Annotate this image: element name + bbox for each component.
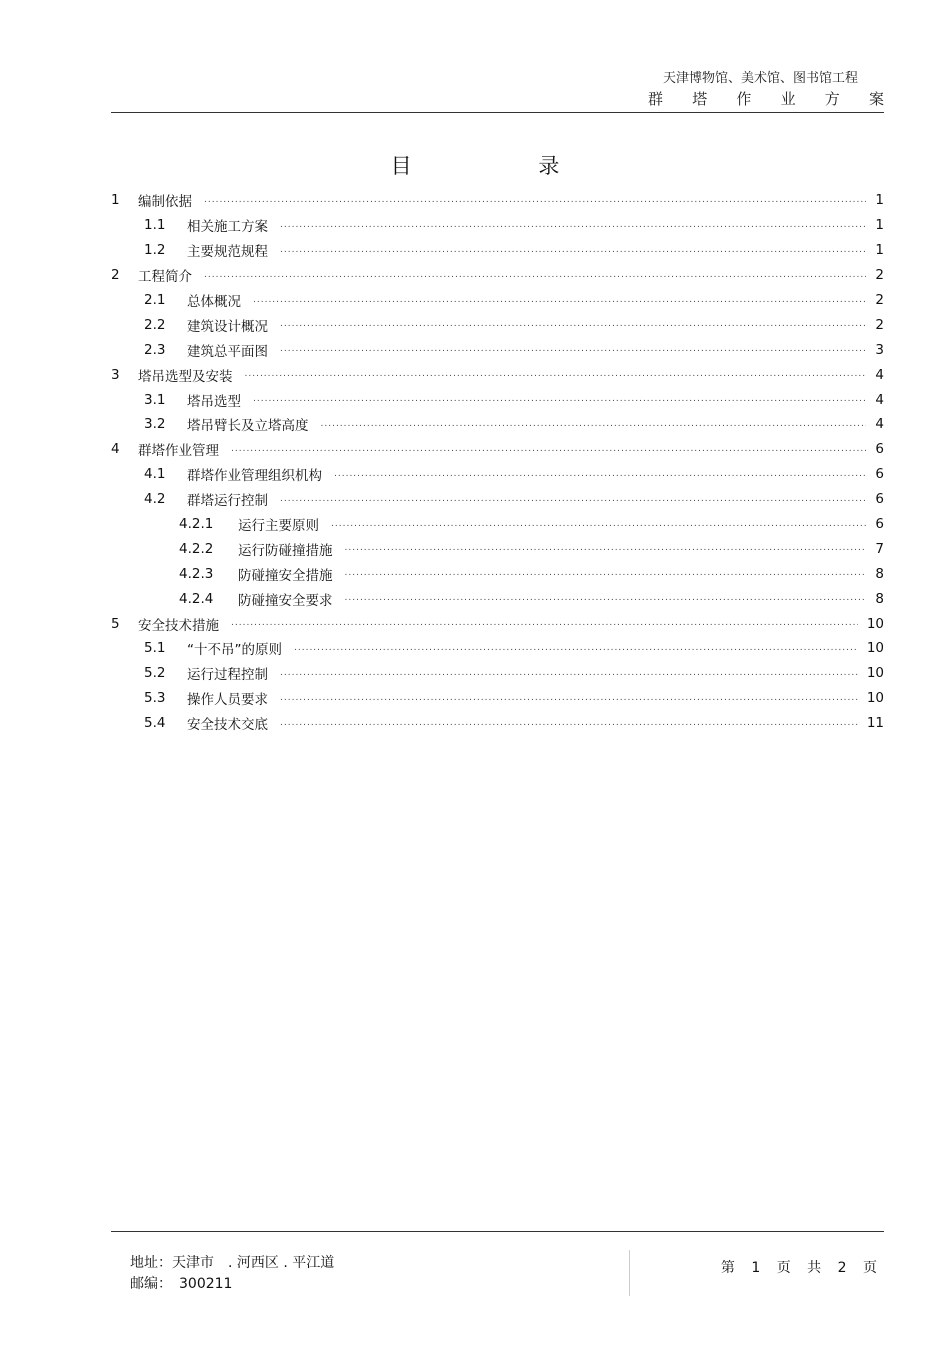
toc-entry[interactable]: [111, 561, 884, 586]
toc-entry-page: 11: [866, 715, 884, 732]
toc-entry-page: 10: [866, 640, 884, 657]
toc-entry[interactable]: [111, 312, 884, 337]
footer-vertical-divider: [629, 1250, 630, 1296]
toc-leader-dots: [294, 644, 858, 653]
toc-entry-page: 1: [875, 192, 884, 209]
toc-entry-label: 防碰撞安全要求: [238, 592, 333, 609]
toc-entry-page: 2: [875, 316, 884, 333]
toc-entry-page: 6: [875, 441, 884, 458]
toc-entry-page: 6: [875, 516, 884, 533]
toc-entry[interactable]: [111, 337, 884, 362]
toc-entry-label: 建筑总平面图: [187, 343, 268, 360]
toc-entry-page: 8: [875, 590, 884, 607]
toc-entry[interactable]: [111, 536, 884, 561]
toc-entry[interactable]: [111, 636, 884, 661]
toc-entry-page: 10: [866, 615, 884, 632]
toc-leader-dots: [345, 544, 867, 553]
toc-entry-label: 运行防碰撞措施: [238, 542, 333, 559]
toc-entry-number: 4.2: [144, 491, 166, 508]
toc-entry-label: 安全技术措施: [138, 617, 219, 634]
toc-entry-number: 1.2: [144, 242, 166, 259]
toc-entry-label: 群塔运行控制: [187, 493, 268, 510]
toc-leader-dots: [345, 569, 867, 578]
footer-postcode: 邮编： 300211: [130, 1276, 233, 1292]
header-title-char: 塔: [692, 90, 708, 108]
toc-entry-number: 5.4: [144, 715, 166, 732]
footer-divider: [111, 1231, 884, 1232]
table-of-contents: [111, 188, 884, 736]
toc-entry-label: 总体概况: [187, 294, 241, 310]
toc-entry-label: 安全技术交底: [187, 717, 268, 734]
toc-leader-dots: [280, 719, 858, 728]
toc-entry-number: 4.2.2: [179, 540, 214, 557]
toc-leader-dots: [204, 271, 866, 280]
toc-entry-number: 2.3: [144, 341, 166, 358]
toc-entry-page: 6: [875, 491, 884, 508]
toc-entry-label: 相关施工方案: [187, 219, 268, 236]
toc-leader-dots: [253, 395, 866, 404]
toc-entry[interactable]: [111, 188, 884, 213]
toc-entry-label: 工程简介: [138, 269, 192, 286]
toc-entry-label: 塔吊臂长及立塔高度: [187, 418, 309, 435]
toc-leader-dots: [334, 470, 866, 479]
header-title-char: 群: [648, 90, 664, 108]
toc-entry-label: 建筑设计概况: [187, 318, 268, 335]
toc-leader-dots: [280, 694, 858, 703]
toc-entry-number: 1.1: [144, 217, 166, 234]
toc-entry-label: 塔吊选型: [187, 393, 241, 410]
toc-leader-dots: [331, 520, 866, 529]
toc-leader-dots: [204, 196, 866, 205]
toc-entry[interactable]: [111, 362, 884, 387]
footer-page-info: 第 1 页 共 2 页: [720, 1260, 883, 1276]
toc-leader-dots: [231, 445, 866, 454]
toc-entry-number: 2.2: [144, 316, 166, 333]
toc-entry[interactable]: [111, 512, 884, 537]
header-project-name: 天津博物馆、美术馆、图书馆工程: [662, 71, 858, 86]
toc-entry[interactable]: [111, 412, 884, 437]
toc-entry-page: 8: [875, 565, 884, 582]
toc-entry[interactable]: [111, 213, 884, 238]
toc-entry-number: 5.2: [144, 665, 166, 682]
toc-leader-dots: [280, 669, 858, 678]
toc-entry[interactable]: [111, 238, 884, 263]
toc-entry[interactable]: [111, 462, 884, 487]
toc-entry-page: 10: [866, 665, 884, 682]
toc-entry-label: 操作人员要求: [187, 692, 268, 709]
toc-entry-label: 运行过程控制: [187, 667, 268, 684]
toc-entry-label: “十不吊”的原则: [187, 642, 282, 659]
toc-entry-label: 编制依据: [138, 194, 192, 211]
toc-entry-page: 7: [875, 540, 884, 557]
toc-entry[interactable]: [111, 711, 884, 736]
toc-entry-number: 3.1: [144, 391, 166, 408]
toc-entry[interactable]: [111, 263, 884, 288]
toc-entry-page: 2: [875, 267, 884, 284]
toc-entry-page: 1: [875, 217, 884, 234]
toc-title: 目 录: [390, 154, 620, 178]
toc-entry-page: 4: [875, 366, 884, 383]
toc-entry-page: 3: [875, 341, 884, 358]
toc-entry[interactable]: [111, 288, 884, 313]
toc-entry-number: 3.2: [144, 416, 166, 433]
toc-entry-number: 4: [111, 441, 120, 458]
toc-entry-number: 2.1: [144, 292, 166, 308]
toc-leader-dots: [345, 594, 867, 603]
toc-leader-dots: [245, 370, 867, 379]
toc-entry[interactable]: [111, 487, 884, 512]
toc-leader-dots: [253, 296, 866, 305]
toc-entry-page: 2: [875, 292, 884, 308]
toc-entry-label: 主要规范规程: [187, 244, 268, 261]
toc-entry-label: 运行主要原则: [238, 518, 319, 535]
toc-entry-number: 5.1: [144, 640, 166, 657]
toc-entry[interactable]: [111, 661, 884, 686]
toc-leader-dots: [280, 246, 866, 255]
toc-entry-page: 4: [875, 416, 884, 433]
header-document-title: [648, 88, 884, 109]
toc-entry[interactable]: [111, 686, 884, 711]
toc-leader-dots: [231, 619, 858, 628]
toc-leader-dots: [280, 221, 866, 230]
toc-entry-number: 4.2.1: [179, 516, 214, 533]
toc-entry-number: 5.3: [144, 690, 166, 707]
toc-entry-label: 群塔作业管理: [138, 443, 219, 460]
toc-entry[interactable]: [111, 586, 884, 611]
toc-entry[interactable]: [111, 437, 884, 462]
header-title-char: 案: [868, 90, 884, 108]
toc-leader-dots: [280, 495, 866, 504]
toc-entry-number: 3: [111, 366, 120, 383]
header-divider: [111, 112, 884, 113]
toc-entry-page: 1: [875, 242, 884, 259]
toc-entry-number: 2: [111, 267, 120, 284]
toc-entry-page: 10: [866, 690, 884, 707]
header-title-char: 方: [824, 90, 840, 108]
footer-contact: [130, 1253, 334, 1295]
toc-leader-dots: [280, 345, 866, 354]
toc-entry-label: 群塔作业管理组织机构: [187, 468, 322, 485]
toc-entry-number: 1: [111, 192, 120, 209]
toc-entry[interactable]: [111, 387, 884, 412]
toc-entry-number: 5: [111, 615, 120, 632]
header-title-char: 作: [736, 90, 752, 108]
footer-address: 地址：天津市 . 河西区 . 平江道: [130, 1255, 335, 1271]
toc-entry-number: 4.2.4: [179, 590, 214, 607]
toc-leader-dots: [321, 420, 867, 429]
toc-entry-page: 4: [875, 391, 884, 408]
toc-entry-page: 6: [875, 466, 884, 483]
header-title-char: 业: [780, 90, 796, 108]
toc-entry-number: 4.1: [144, 466, 166, 483]
toc-entry-number: 4.2.3: [179, 565, 214, 582]
toc-leader-dots: [280, 320, 866, 329]
toc-entry-label: 防碰撞安全措施: [238, 567, 333, 584]
toc-entry[interactable]: [111, 611, 884, 636]
toc-entry-label: 塔吊选型及安装: [138, 368, 233, 385]
